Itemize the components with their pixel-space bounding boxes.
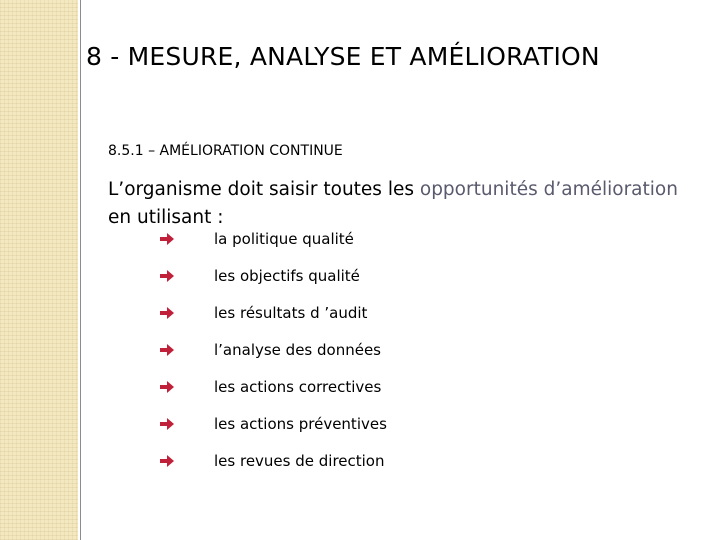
right-arrow-icon <box>160 344 174 356</box>
list-item-label: les actions préventives <box>214 415 387 433</box>
sidebar-divider <box>80 0 81 540</box>
intro-line-2: en utilisant : <box>108 207 224 228</box>
intro-highlight: opportunités d’amélioration <box>419 179 678 200</box>
bullet-list <box>160 230 387 489</box>
section-subtitle: 8.5.1 – AMÉLIORATION CONTINUE <box>108 143 343 159</box>
list-item-label: les revues de direction <box>214 452 385 470</box>
list-item-label: les objectifs qualité <box>214 267 360 285</box>
intro-line-1 <box>108 176 678 204</box>
list-item <box>160 452 387 489</box>
list-item-label: les résultats d ’audit <box>214 304 368 322</box>
list-item <box>160 304 387 341</box>
right-arrow-icon <box>160 233 174 245</box>
intro-text: L’organisme doit saisir toutes les <box>108 179 420 200</box>
list-item <box>160 267 387 304</box>
list-item <box>160 415 387 452</box>
list-item-label: les actions correctives <box>214 378 382 396</box>
decorative-sidebar <box>0 0 78 540</box>
list-item <box>160 378 387 415</box>
right-arrow-icon <box>160 455 174 467</box>
slide-title: 8 - MESURE, ANALYSE ET AMÉLIORATION <box>86 42 600 71</box>
right-arrow-icon <box>160 418 174 430</box>
right-arrow-icon <box>160 270 174 282</box>
intro-paragraph <box>108 176 678 232</box>
list-item <box>160 341 387 378</box>
right-arrow-icon <box>160 381 174 393</box>
list-item-label: la politique qualité <box>214 230 354 248</box>
list-item <box>160 230 387 267</box>
list-item-label: l’analyse des données <box>214 341 381 359</box>
right-arrow-icon <box>160 307 174 319</box>
